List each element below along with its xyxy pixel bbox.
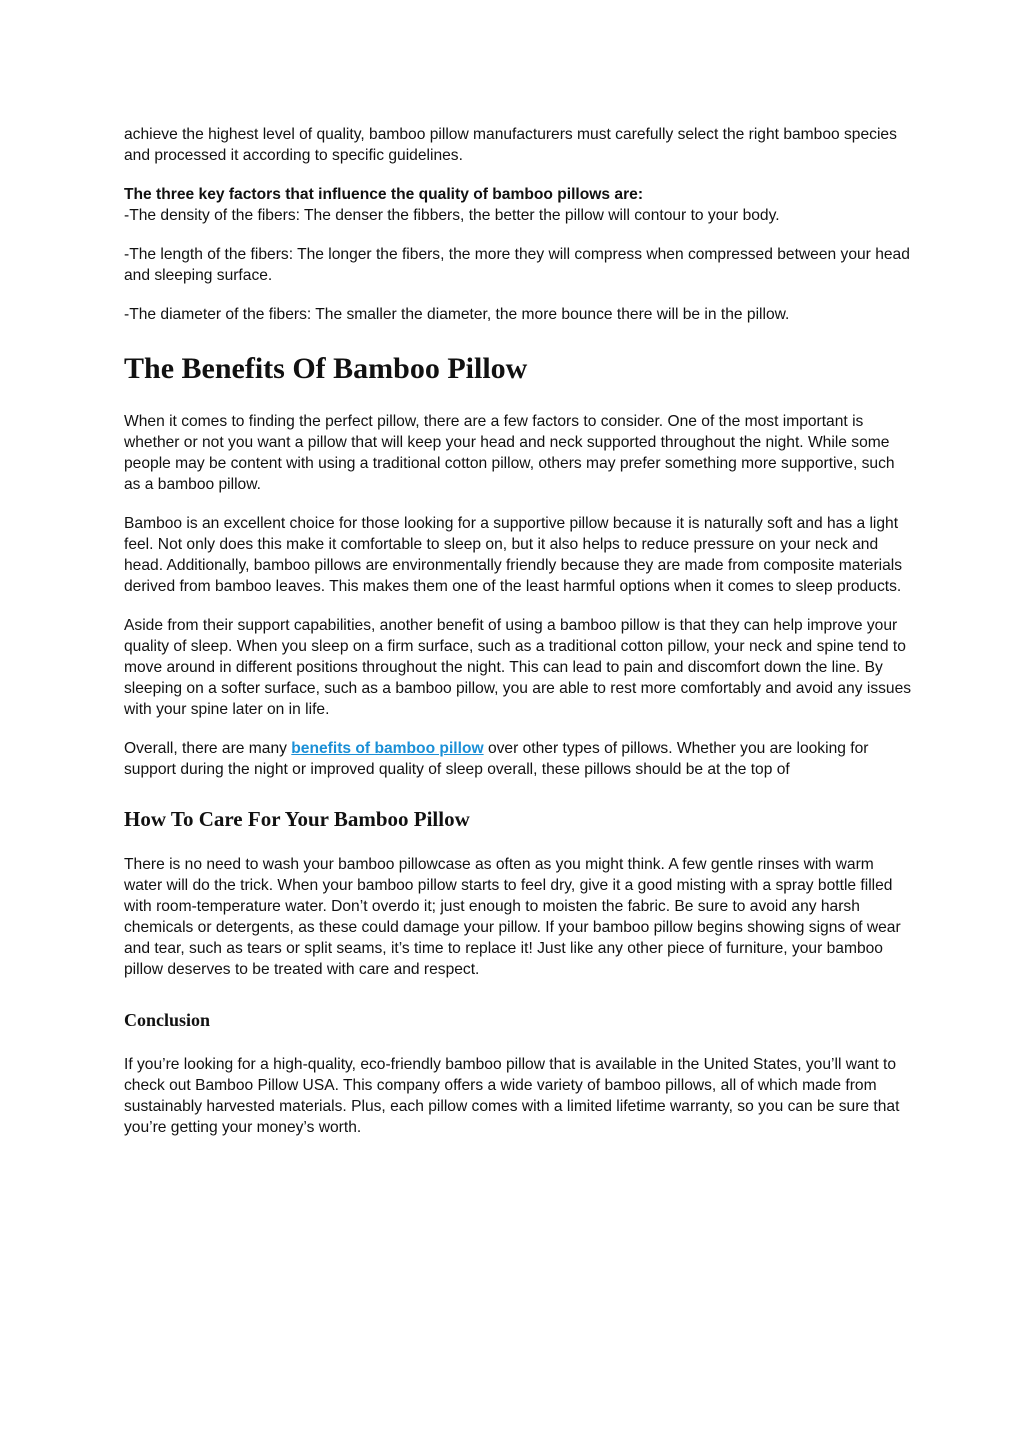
benefits-paragraph-4 [124, 738, 914, 780]
care-heading: How To Care For Your Bamboo Pillow [124, 807, 470, 831]
care-paragraph: There is no need to wash your bamboo pillowcase as often as you might think. A few gentle rinses with warm water will do the trick. When your bamboo pillow starts to feel dry, give it a good misting with a spray bottle filled with room-temperature water. Don’t overdo it; just enough to moisten the fabric. Be sure to avoid any harsh chemicals or detergents, as these could damage your pillow. If your bamboo pillow begins showing signs of wear and tear, such as tears or split seams, it’s time to replace it! Just like any other piece of furniture, your bamboo pillow deserves to be treated with care and respect. [124, 856, 901, 978]
factors-heading: The three key factors that influence the quality of bamboo pillows are: [124, 186, 644, 203]
benefits-paragraph-3: Aside from their support capabilities, another benefit of using a bamboo pillow is that they can help improve your quality of sleep. When you sleep on a firm surface, such as a traditional cotton pillow, your neck and spine tend to move around in different positions throughout the night. This can lead to pain and discomfort down the line. By sleeping on a softer surface, such as a bamboo pillow, you are able to rest more comfortably and avoid any issues with your spine later on in life. [124, 617, 912, 718]
benefits-paragraph-2: Bamboo is an excellent choice for those looking for a supportive pillow because it is naturally soft and has a light feel. Not only does this make it comfortable to sleep on, but it also helps to reduce pressure on your neck and head. Additionally, bamboo pillows are environmentally friendly because they are made from composite materials derived from bamboo leaves. This makes them one of the least harmful options when it comes to sleep products. [124, 515, 903, 595]
conclusion-heading: Conclusion [124, 1010, 211, 1030]
intro-paragraph: achieve the highest level of quality, bamboo pillow manufacturers must carefully select the right bamboo species and processed it according to specific guidelines. [124, 126, 897, 164]
benefits-p4-after: over other types of pillows. Whether you are looking for support during the night or improved quality of sleep overall, these pillows should be at the top of [124, 740, 869, 778]
document-page [124, 124, 914, 1156]
factor-diameter: -The diameter of the fibers: The smaller the diameter, the more bounce there will be in the pillow. [124, 306, 790, 323]
benefits-link[interactable]: benefits of bamboo pillow [291, 740, 484, 757]
conclusion-paragraph: If you’re looking for a high-quality, eco-friendly bamboo pillow that is available in the United States, you’ll want to check out Bamboo Pillow USA. This company offers a wide variety of bamboo pillows, all of which made from sustainably harvested materials. Plus, each pillow comes with a limited lifetime warranty, so you can be sure that you’re getting your money’s worth. [124, 1056, 900, 1136]
factor-length: -The length of the fibers: The longer the fibers, the more they will compress when compressed between your head and sleeping surface. [124, 246, 910, 284]
factor-density: -The density of the fibers: The denser the fibbers, the better the pillow will contour to your body. [124, 207, 780, 224]
factors-block [124, 184, 914, 226]
benefits-paragraph-1: When it comes to finding the perfect pillow, there are a few factors to consider. One of the most important is whether or not you want a pillow that will keep your head and neck supported throughout the night. While some people may be content with using a traditional cotton pillow, others may prefer something more supportive, such as a bamboo pillow. [124, 413, 895, 493]
benefits-heading: The Benefits Of Bamboo Pillow [124, 352, 528, 385]
benefits-p4-before: Overall, there are many [124, 740, 292, 757]
